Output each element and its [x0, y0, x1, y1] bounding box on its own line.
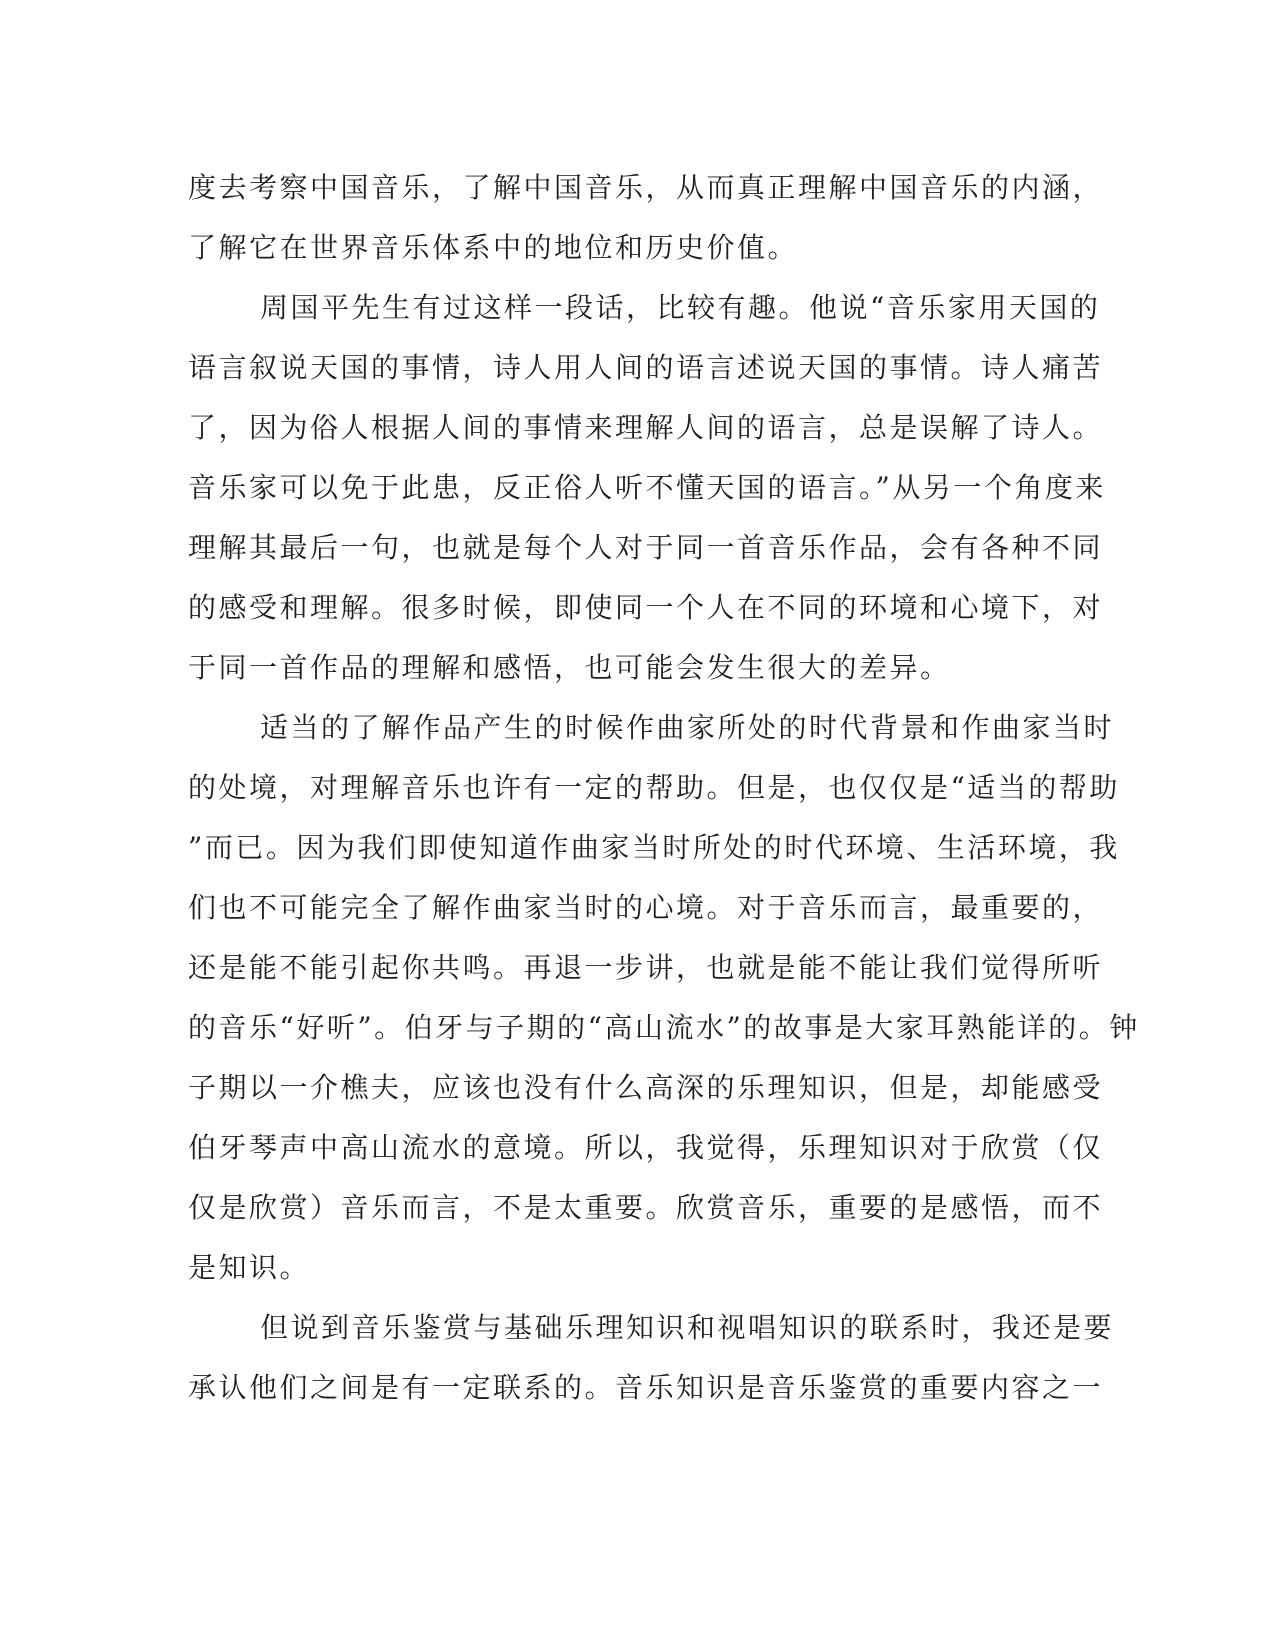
text-line: 的音乐“好听”。伯牙与子期的“高山流水”的故事是大家耳熟能详的。钟	[188, 1011, 1140, 1044]
paragraph-2	[188, 278, 1106, 698]
text-line: ”而已。因为我们即使知道作曲家当时所处的时代环境、生活环境，我	[188, 831, 1120, 864]
text-line: 是知识。	[188, 1251, 311, 1284]
text-line: 周国平先生有过这样一段话，比较有趣。他说“音乐家用天国的	[260, 291, 1101, 324]
text-line: 了解它在世界音乐体系中的地位和历史价值。	[188, 231, 799, 264]
text-line: 音乐家可以免于此患，反正俗人听不懂天国的语言。”从另一个角度来	[188, 471, 1106, 504]
text-line: 们也不可能完全了解作曲家当时的心境。对于音乐而言，最重要的，	[188, 891, 1104, 924]
text-line: 子期以一介樵夫，应该也没有什么高深的乐理知识，但是，却能感受	[188, 1071, 1104, 1104]
text-line: 了，因为俗人根据人间的事情来理解人间的语言，总是误解了诗人。	[188, 411, 1104, 444]
paragraph-3	[188, 698, 1140, 1298]
text-line: 理解其最后一句，也就是每个人对于同一首音乐作品，会有各种不同	[188, 531, 1104, 564]
document-body	[188, 158, 1140, 1418]
text-line: 还是能不能引起你共鸣。再退一步讲，也就是能不能让我们觉得所听	[188, 951, 1104, 984]
paragraph-1	[188, 158, 1104, 278]
text-line: 语言叙说天国的事情，诗人用人间的语言述说天国的事情。诗人痛苦	[188, 351, 1104, 384]
text-line: 适当的了解作品产生的时候作曲家所处的时代背景和作曲家当时	[260, 711, 1115, 744]
paragraph-4	[188, 1298, 1115, 1418]
text-line: 的感受和理解。很多时候，即使同一个人在不同的环境和心境下，对	[188, 591, 1104, 624]
text-line: 的处境，对理解音乐也许有一定的帮助。但是，也仅仅是“适当的帮助	[188, 771, 1120, 804]
text-line: 仅是欣赏）音乐而言，不是太重要。欣赏音乐，重要的是感悟，而不	[188, 1191, 1104, 1224]
text-line: 于同一首作品的理解和感悟，也可能会发生很大的差异。	[188, 651, 951, 684]
text-line: 但说到音乐鉴赏与基础乐理知识和视唱知识的联系时，我还是要	[260, 1311, 1115, 1344]
text-line: 承认他们之间是有一定联系的。音乐知识是音乐鉴赏的重要内容之一	[188, 1371, 1104, 1404]
text-line: 度去考察中国音乐，了解中国音乐，从而真正理解中国音乐的内涵，	[188, 171, 1104, 204]
text-line: 伯牙琴声中高山流水的意境。所以，我觉得，乐理知识对于欣赏（仅	[188, 1131, 1104, 1164]
